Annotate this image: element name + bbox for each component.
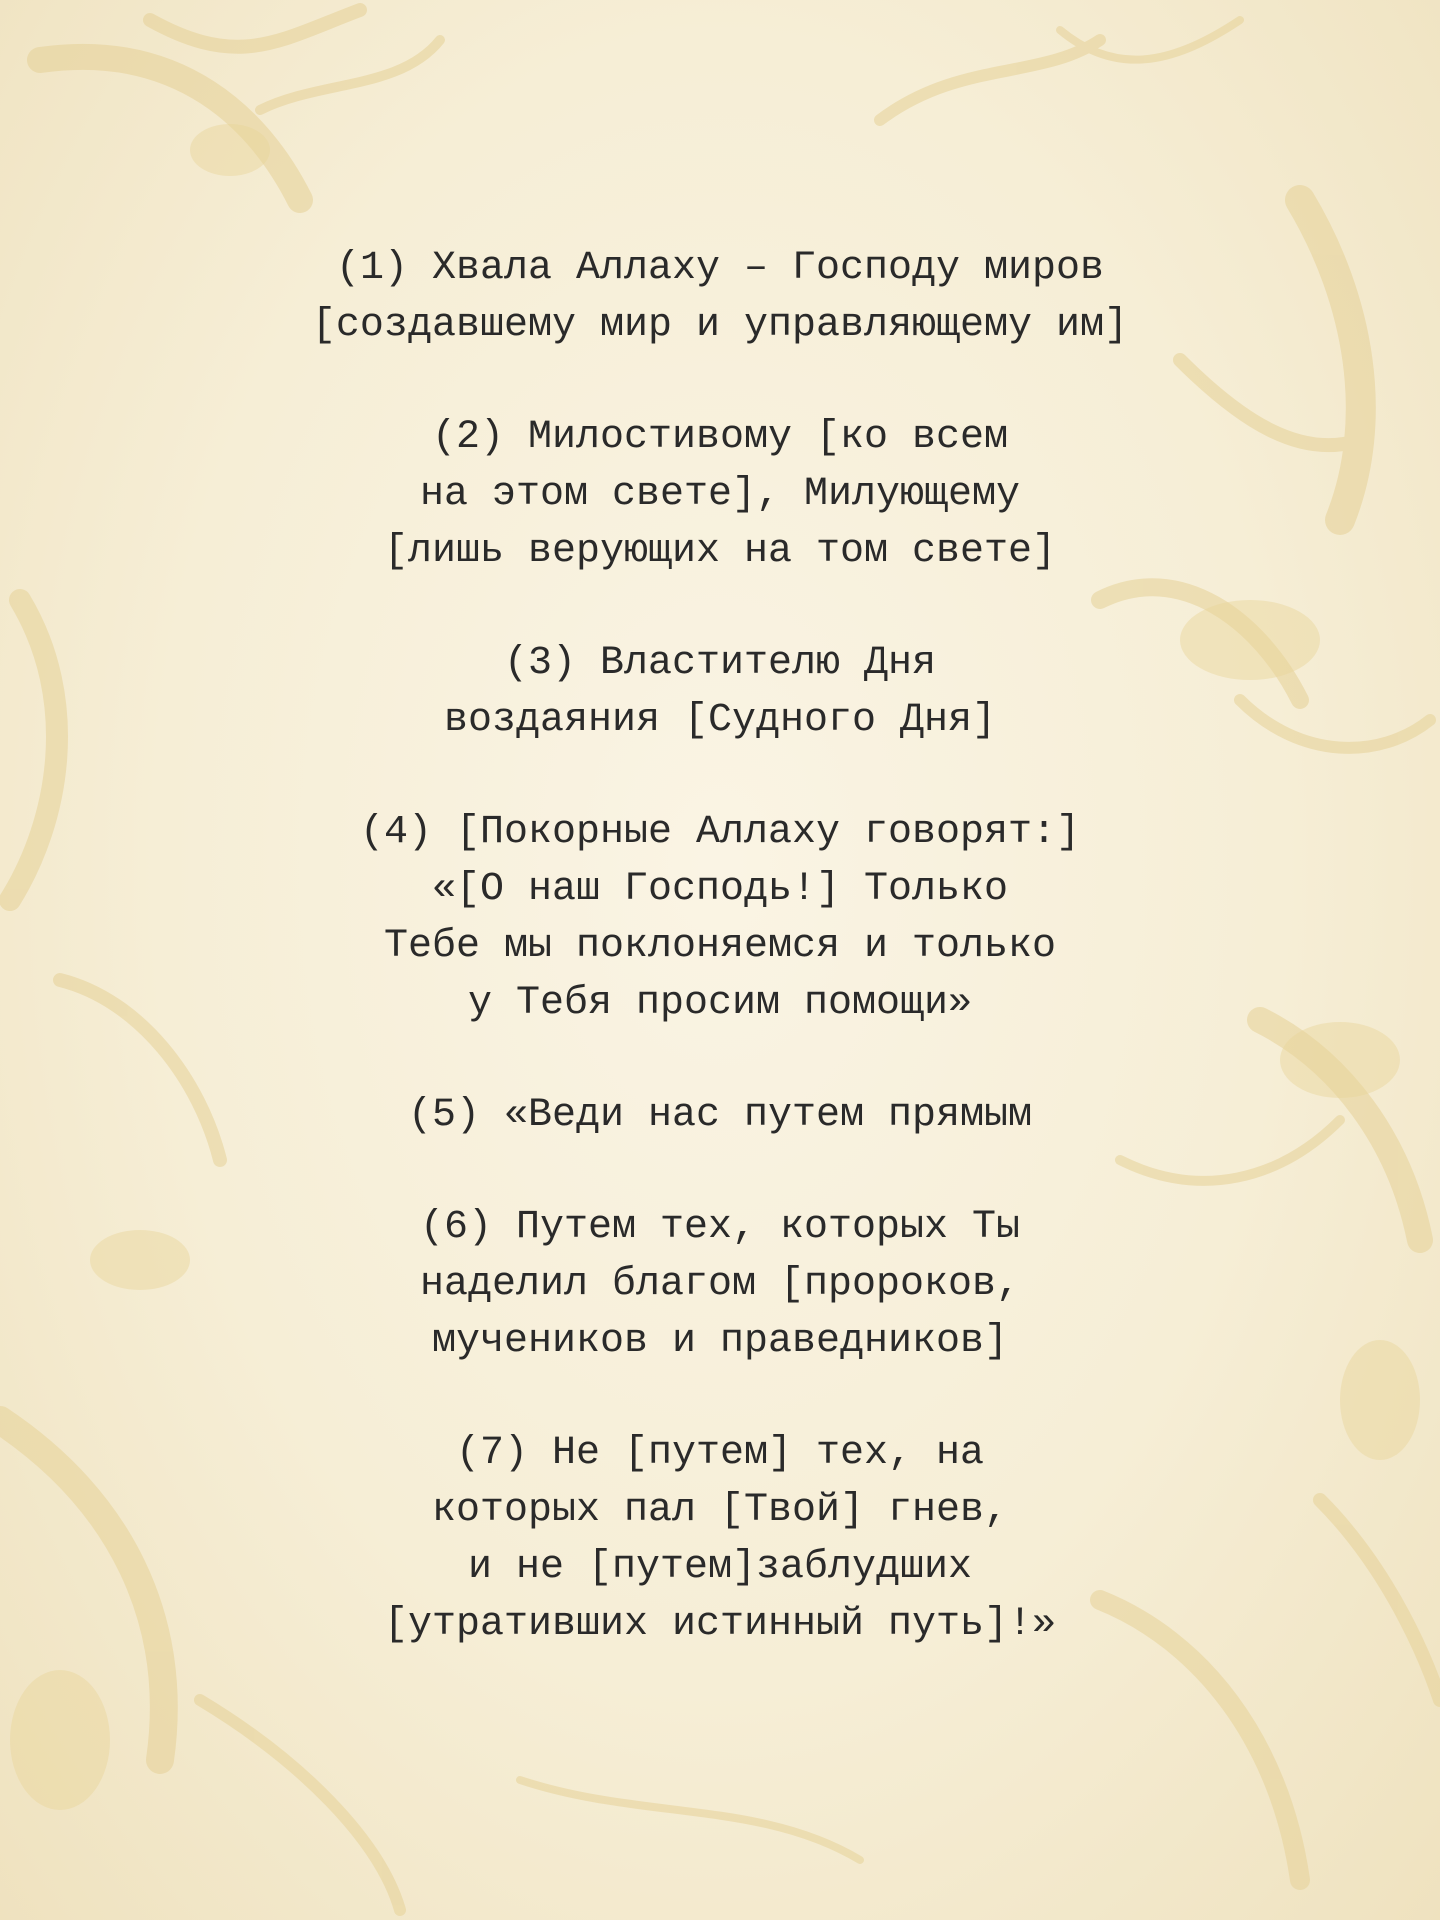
verse-line: [утративших истинный путь]!»: [383, 1602, 1057, 1647]
verse-line: (6) Путем тех, которых Ты: [419, 1205, 1021, 1250]
verse-line: «[О наш Господь!] Только: [431, 867, 1009, 912]
verse-4: [0, 804, 1440, 1032]
verse-5: [0, 1087, 1440, 1144]
verse-line: которых пал [Твой] гнев,: [431, 1488, 1009, 1533]
verse-line: у Тебя просим помощи»: [467, 981, 973, 1026]
verse-line: (7) Не [путем] тех, на: [455, 1431, 985, 1476]
verse-line: (1) Хвала Аллаху – Господу миров: [335, 246, 1105, 291]
verse-line: Тебе мы поклоняемся и только: [383, 924, 1057, 969]
verse-line: и не [путем]заблудших: [467, 1545, 973, 1590]
verse-line: наделил благом [пророков,: [419, 1262, 1021, 1307]
verse-line: (3) Властителю Дня: [503, 641, 937, 686]
verse-1: [0, 240, 1440, 354]
verse-line: воздаяния [Судного Дня]: [443, 698, 997, 743]
verse-line: (4) [Покорные Аллаху говорят:]: [359, 810, 1081, 855]
verse-6: [0, 1199, 1440, 1370]
verse-line: мучеников и праведников]: [431, 1319, 1009, 1364]
verse-line: (5) «Веди нас путем прямым: [407, 1093, 1033, 1138]
surah-translation: [0, 240, 1440, 1708]
verse-line: [лишь верующих на том свете]: [383, 529, 1057, 574]
verse-3: [0, 635, 1440, 749]
verse-2: [0, 409, 1440, 580]
verse-line: [создавшему мир и управляющему им]: [311, 303, 1129, 348]
verse-7: [0, 1425, 1440, 1653]
verse-line: (2) Милостивому [ко всем: [431, 415, 1009, 460]
verse-line: на этом свете], Милующему: [419, 472, 1021, 517]
